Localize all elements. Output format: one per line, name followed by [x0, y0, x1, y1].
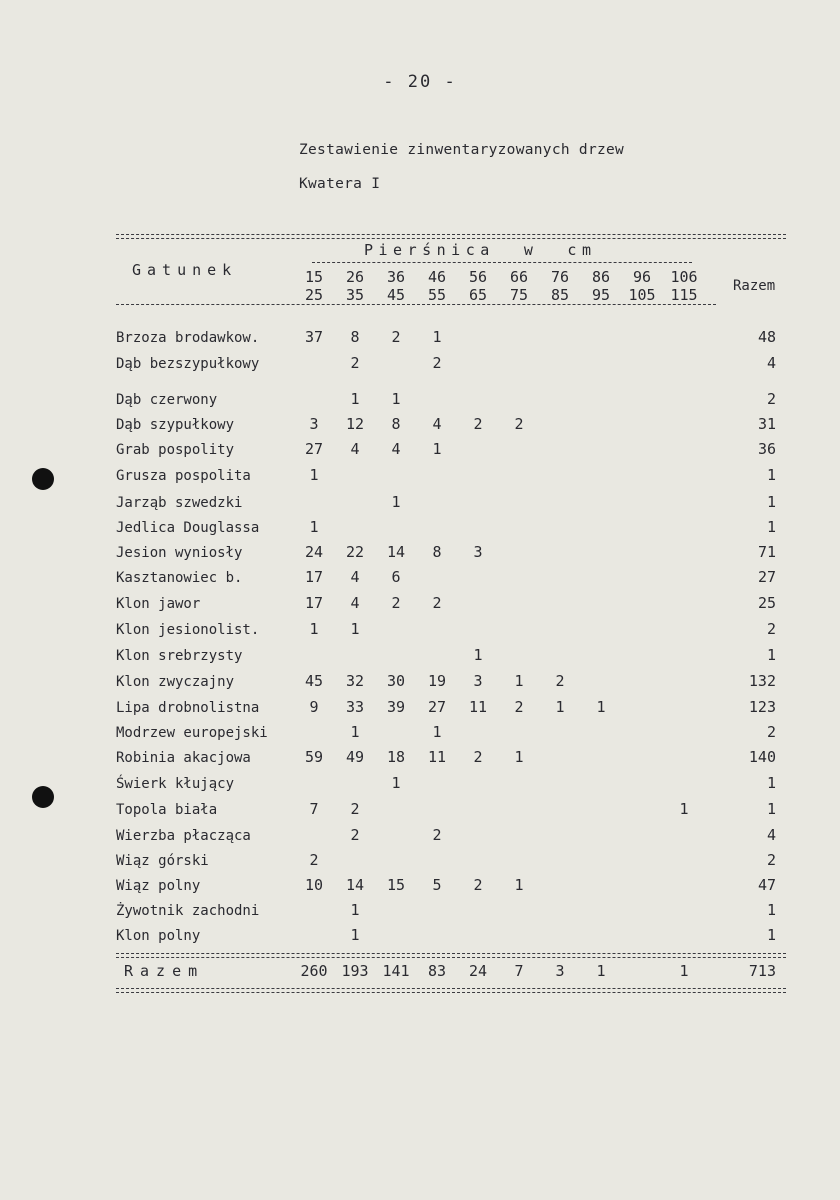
count-cell: 1	[391, 390, 401, 408]
bin-to: 115	[670, 286, 698, 304]
count-cell: 4	[350, 568, 360, 586]
species-name: Dąb bezszypułkowy	[116, 356, 260, 372]
species-name: Klon jawor	[116, 596, 201, 612]
row-total: 1	[766, 646, 776, 664]
species-name: Jesion wyniosły	[116, 545, 243, 561]
document-title: Zestawienie zinwentaryzowanych drzew	[299, 142, 625, 158]
totals-cell: 260	[300, 962, 328, 980]
row-total: 123	[748, 698, 776, 716]
count-cell: 39	[386, 698, 406, 716]
count-cell: 11	[427, 748, 447, 766]
species-name: Żywotnik zachodni	[116, 903, 260, 919]
bin-from: 46	[427, 268, 447, 286]
totals-top-rule	[116, 953, 786, 958]
punch-hole	[32, 468, 54, 490]
species-name: Dąb czerwony	[116, 392, 218, 408]
count-cell: 45	[304, 672, 324, 690]
count-cell: 15	[386, 876, 406, 894]
totals-cell: 7	[514, 962, 524, 980]
count-cell: 8	[432, 543, 442, 561]
species-name: Grusza pospolita	[116, 468, 251, 484]
bin-to: 85	[550, 286, 570, 304]
count-cell: 1	[514, 672, 524, 690]
count-cell: 1	[391, 774, 401, 792]
header-bottom-rule	[116, 304, 716, 305]
species-name: Kasztanowiec b.	[116, 570, 243, 586]
count-cell: 27	[427, 698, 447, 716]
count-cell: 2	[350, 354, 360, 372]
count-cell: 7	[309, 800, 319, 818]
count-cell: 2	[309, 851, 319, 869]
count-cell: 17	[304, 594, 324, 612]
count-cell: 1	[514, 876, 524, 894]
count-cell: 2	[473, 876, 483, 894]
bin-from: 15	[304, 268, 324, 286]
species-name: Wiąz górski	[116, 853, 209, 869]
row-total: 1	[766, 926, 776, 944]
count-cell: 1	[555, 698, 565, 716]
bin-to: 45	[386, 286, 406, 304]
species-name: Jedlica Douglassa	[116, 520, 260, 536]
row-total: 36	[757, 440, 776, 458]
count-cell: 2	[473, 748, 483, 766]
bin-from: 76	[550, 268, 570, 286]
count-cell: 49	[345, 748, 365, 766]
species-name: Wiąz polny	[116, 878, 201, 894]
bin-from: 36	[386, 268, 406, 286]
count-cell: 12	[345, 415, 365, 433]
page-number: - 20 -	[383, 72, 457, 92]
bin-to: 35	[345, 286, 365, 304]
row-total: 1	[766, 518, 776, 536]
count-cell: 11	[468, 698, 488, 716]
count-cell: 1	[514, 748, 524, 766]
count-cell: 6	[391, 568, 401, 586]
diameter-underline	[312, 262, 692, 263]
species-name: Robinia akacjowa	[116, 750, 251, 766]
count-cell: 2	[432, 594, 442, 612]
bin-to: 105	[628, 286, 656, 304]
grand-total: 713	[748, 962, 776, 980]
bin-from: 96	[632, 268, 652, 286]
species-name: Topola biała	[116, 802, 218, 818]
row-total: 1	[766, 466, 776, 484]
count-cell: 1	[350, 926, 360, 944]
total-column-header: Razem	[733, 278, 776, 294]
count-cell: 2	[473, 415, 483, 433]
count-cell: 59	[304, 748, 324, 766]
count-cell: 2	[432, 826, 442, 844]
count-cell: 1	[432, 440, 442, 458]
species-name: Brzoza brodawkow.	[116, 330, 260, 346]
bin-from: 86	[591, 268, 611, 286]
totals-row-label: Razem	[124, 962, 205, 980]
count-cell: 1	[473, 646, 483, 664]
count-cell: 1	[309, 620, 319, 638]
count-cell: 1	[309, 518, 319, 536]
row-total: 27	[757, 568, 776, 586]
row-total: 1	[766, 901, 776, 919]
count-cell: 33	[345, 698, 365, 716]
count-cell: 3	[309, 415, 319, 433]
count-cell: 27	[304, 440, 324, 458]
species-name: Lipa drobnolistna	[116, 700, 260, 716]
row-total: 2	[766, 851, 776, 869]
count-cell: 1	[432, 723, 442, 741]
count-cell: 19	[427, 672, 447, 690]
diameter-header: Pierśnica w cm	[364, 241, 597, 259]
count-cell: 1	[350, 390, 360, 408]
bin-to: 55	[427, 286, 447, 304]
bin-from: 66	[509, 268, 529, 286]
totals-cell: 193	[341, 962, 369, 980]
count-cell: 2	[391, 328, 401, 346]
count-cell: 9	[309, 698, 319, 716]
species-name: Modrzew europejski	[116, 725, 268, 741]
count-cell: 1	[391, 493, 401, 511]
count-cell: 2	[350, 800, 360, 818]
table-bottom-rule	[116, 988, 786, 993]
bin-to: 25	[304, 286, 324, 304]
totals-cell: 3	[555, 962, 565, 980]
totals-cell: 141	[382, 962, 410, 980]
count-cell: 2	[350, 826, 360, 844]
document-subtitle: Kwatera I	[299, 176, 381, 192]
totals-cell: 83	[427, 962, 447, 980]
bin-from: 26	[345, 268, 365, 286]
count-cell: 1	[350, 723, 360, 741]
punch-hole	[32, 786, 54, 808]
count-cell: 1	[432, 328, 442, 346]
bin-to: 65	[468, 286, 488, 304]
species-name: Klon polny	[116, 928, 201, 944]
row-total: 25	[757, 594, 776, 612]
species-name: Klon srebrzysty	[116, 648, 243, 664]
row-total: 140	[748, 748, 776, 766]
table-top-rule	[116, 234, 786, 239]
species-name: Świerk kłujący	[116, 776, 235, 792]
species-name: Dąb szypułkowy	[116, 417, 235, 433]
row-total: 1	[766, 493, 776, 511]
count-cell: 2	[432, 354, 442, 372]
count-cell: 30	[386, 672, 406, 690]
count-cell: 4	[432, 415, 442, 433]
row-total: 4	[766, 826, 776, 844]
row-total: 47	[757, 876, 776, 894]
species-name: Wierzba płacząca	[116, 828, 251, 844]
count-cell: 4	[391, 440, 401, 458]
row-total: 71	[757, 543, 776, 561]
row-total: 4	[766, 354, 776, 372]
bin-from: 106	[670, 268, 698, 286]
totals-cell: 1	[679, 962, 689, 980]
row-total: 2	[766, 390, 776, 408]
count-cell: 1	[596, 698, 606, 716]
totals-cell: 1	[596, 962, 606, 980]
count-cell: 3	[473, 672, 483, 690]
row-total: 48	[757, 328, 776, 346]
species-column-header: Gatunek	[132, 261, 238, 279]
count-cell: 1	[679, 800, 689, 818]
bin-to: 95	[591, 286, 611, 304]
count-cell: 8	[391, 415, 401, 433]
species-name: Grab pospolity	[116, 442, 235, 458]
count-cell: 37	[304, 328, 324, 346]
count-cell: 1	[350, 901, 360, 919]
count-cell: 1	[309, 466, 319, 484]
species-name: Jarząb szwedzki	[116, 495, 243, 511]
count-cell: 4	[350, 594, 360, 612]
count-cell: 2	[514, 698, 524, 716]
count-cell: 18	[386, 748, 406, 766]
row-total: 1	[766, 800, 776, 818]
count-cell: 8	[350, 328, 360, 346]
bin-to: 75	[509, 286, 529, 304]
count-cell: 22	[345, 543, 365, 561]
bin-from: 56	[468, 268, 488, 286]
row-total: 31	[757, 415, 776, 433]
count-cell: 14	[386, 543, 406, 561]
count-cell: 2	[555, 672, 565, 690]
row-total: 2	[766, 620, 776, 638]
count-cell: 1	[350, 620, 360, 638]
count-cell: 32	[345, 672, 365, 690]
count-cell: 2	[391, 594, 401, 612]
totals-cell: 24	[468, 962, 488, 980]
count-cell: 5	[432, 876, 442, 894]
row-total: 1	[766, 774, 776, 792]
count-cell: 14	[345, 876, 365, 894]
species-name: Klon jesionolist.	[116, 622, 260, 638]
species-name: Klon zwyczajny	[116, 674, 235, 690]
count-cell: 4	[350, 440, 360, 458]
row-total: 2	[766, 723, 776, 741]
count-cell: 10	[304, 876, 324, 894]
row-total: 132	[748, 672, 776, 690]
count-cell: 17	[304, 568, 324, 586]
count-cell: 3	[473, 543, 483, 561]
count-cell: 2	[514, 415, 524, 433]
count-cell: 24	[304, 543, 324, 561]
